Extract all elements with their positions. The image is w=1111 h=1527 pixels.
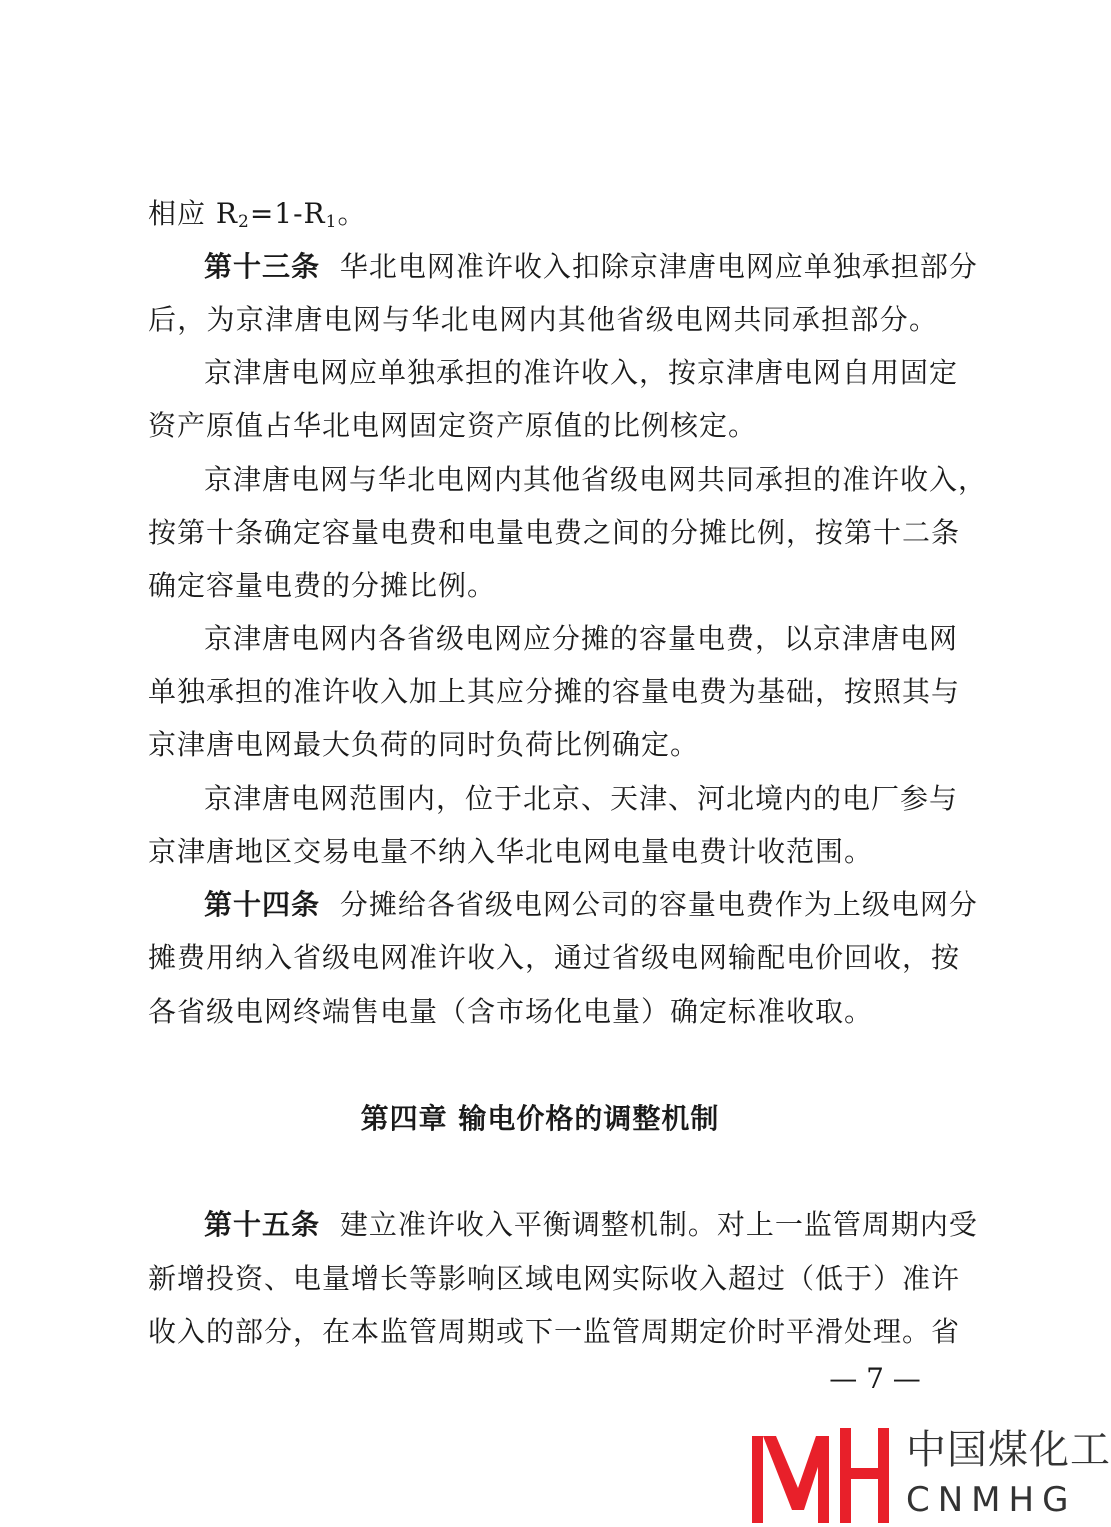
watermark-en-text: CNMHG bbox=[906, 1480, 1077, 1520]
text-line: 单独承担的准许收入加上其应分摊的容量电费为基础，按照其与 bbox=[148, 675, 961, 708]
article-text: 分摊给各省级电网公司的容量电费作为上级电网分 bbox=[339, 888, 978, 921]
article-text: 华北电网准许收入扣除京津唐电网应单独承担部分 bbox=[339, 250, 978, 283]
text-line: 各省级电网终端售电量（含市场化电量）确定标准收取。 bbox=[148, 995, 874, 1028]
text-line: 收入的部分，在本监管周期或下一监管周期定价时平滑处理。省 bbox=[148, 1315, 961, 1348]
subscript: 1 bbox=[325, 212, 338, 232]
text-line: 京津唐电网范围内，位于北京、天津、河北境内的电厂参与 bbox=[204, 782, 959, 815]
article-14-line-1 bbox=[204, 887, 978, 923]
text-line: 京津唐电网应单独承担的准许收入，按京津唐电网自用固定 bbox=[204, 356, 959, 389]
text-line: 京津唐电网与华北电网内其他省级电网共同承担的准许收入， bbox=[204, 463, 988, 496]
article-label: 第十五条 bbox=[204, 1208, 321, 1241]
formula-text: =1-R bbox=[249, 197, 326, 230]
text-line: 后，为京津唐电网与华北电网内其他省级电网共同承担部分。 bbox=[148, 303, 938, 336]
formula-text: 相应 R bbox=[148, 197, 238, 230]
text-line bbox=[148, 196, 938, 232]
text-line: 京津唐电网最大负荷的同时负荷比例确定。 bbox=[148, 728, 700, 761]
subscript: 2 bbox=[237, 212, 250, 232]
article-label: 第十四条 bbox=[204, 888, 321, 921]
text-line: 摊费用纳入省级电网准许收入，通过省级电网输配电价回收，按 bbox=[148, 941, 961, 974]
article-13-line-1 bbox=[204, 249, 978, 285]
chapter-heading: 第四章 输电价格的调整机制 bbox=[360, 1102, 720, 1135]
page-number: — 7 — bbox=[829, 1362, 921, 1395]
text-line: 资产原值占华北电网固定资产原值的比例核定。 bbox=[148, 409, 758, 442]
text-line: 确定容量电费的分摊比例。 bbox=[148, 569, 497, 602]
cnmhg-logo-icon bbox=[752, 1428, 892, 1523]
watermark-cn-text: 中国煤化工 bbox=[906, 1427, 1111, 1473]
text-line: 新增投资、电量增长等影响区域电网实际收入超过（低于）准许 bbox=[148, 1262, 961, 1295]
article-text: 建立准许收入平衡调整机制。对上一监管周期内受 bbox=[339, 1208, 978, 1241]
article-15-line-1 bbox=[204, 1207, 978, 1243]
text-line: 京津唐电网内各省级电网应分摊的容量电费，以京津唐电网 bbox=[204, 622, 959, 655]
article-label: 第十三条 bbox=[204, 250, 321, 283]
text-line: 京津唐地区交易电量不纳入华北电网电量电费计收范围。 bbox=[148, 835, 874, 868]
text-line: 按第十条确定容量电费和电量电费之间的分摊比例，按第十二条 bbox=[148, 516, 961, 549]
formula-text: 。 bbox=[337, 197, 367, 230]
